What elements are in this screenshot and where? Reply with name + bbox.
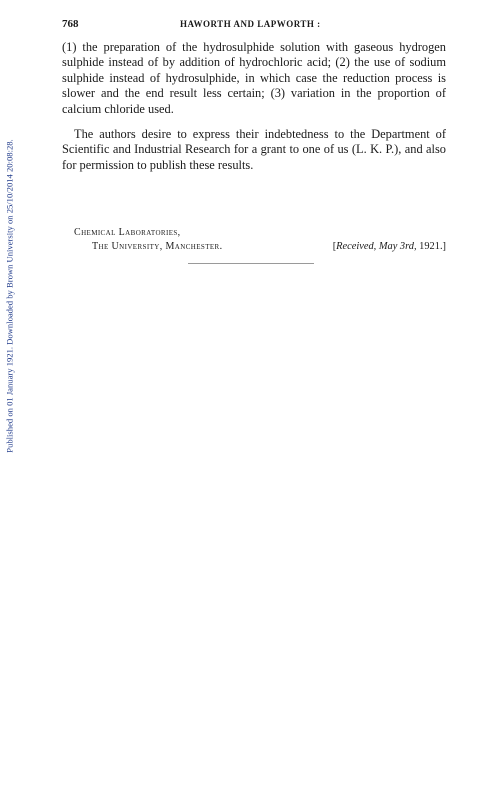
affiliation-university: The University, Manchester. <box>92 241 223 252</box>
received-date <box>333 240 446 254</box>
download-watermark-text: Published on 01 January 1921. Downloaded by Brown University on 25/10/2014 20:08:28. <box>5 139 16 453</box>
running-head-title: HAWORTH AND LAPWORTH : <box>180 19 321 29</box>
received-open-bracket: [ <box>332 241 337 252</box>
affiliation-block <box>62 226 446 254</box>
affiliation-university-line <box>62 240 446 254</box>
page-number: 768 <box>62 18 79 30</box>
running-head <box>62 18 446 32</box>
download-watermark <box>3 96 17 496</box>
received-year: 1921.] <box>416 241 446 252</box>
end-of-article-rule <box>188 263 314 264</box>
paragraph-methods-variations: (1) the preparation of the hydrosulphide solution with gaseous hydrogen sulphide instead of by addition of hydrochloric acid; (2) the use of sodium sulphide instead of hydrosulphide, in which case the reduction process is slower and the end result less certain; (3) variation in the proportion of calcium chloride used. <box>62 40 446 116</box>
affiliation-laboratory: Chemical Laboratories, <box>74 227 181 238</box>
received-label: Received, May 3rd, <box>336 241 417 252</box>
paragraph-acknowledgements: The authors desire to express their indebtedness to the Department of Scientific and Industrial Research for a grant to one of us (L. K. P.), and also for permission to publish these results. <box>62 127 446 172</box>
article-body <box>62 40 446 173</box>
